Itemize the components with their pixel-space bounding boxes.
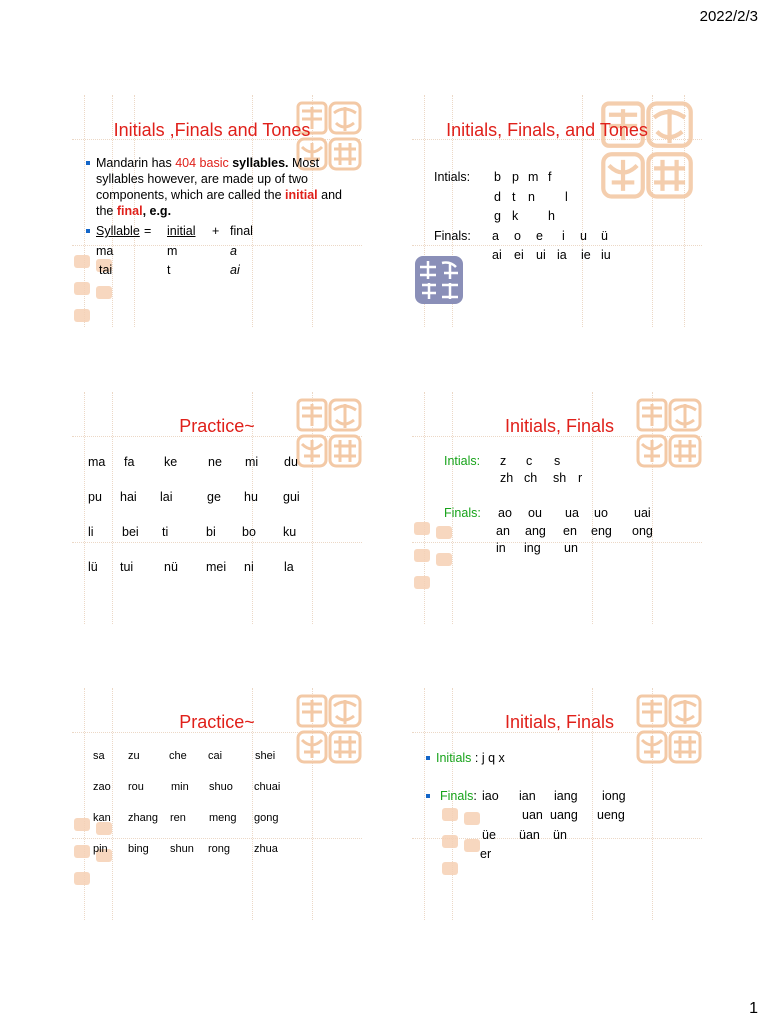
initial-cell: zh [500,471,514,485]
practice-syllable: la [284,560,294,574]
initial-cell: k [512,209,519,223]
bullet-icon [86,229,90,233]
final-cell: ou [528,506,542,520]
practice-syllable: lai [160,490,173,504]
slide-title: Initials, Finals [504,416,615,436]
practice-syllable: sa [93,750,105,762]
seal-watermark-icon [572,95,722,205]
initials-label: Intials: [444,454,481,468]
practice-syllable: ku [283,525,297,539]
practice-syllable: mei [206,560,227,574]
slide-practice-1 [72,392,372,632]
initial-header: initial [167,224,196,238]
intro-paragraph: Mandarin has 404 basic syllables. Most syllables however, are made up of two components, which are called the initial and the final, e.g. [96,156,342,218]
example-syllable: tai [99,263,113,277]
practice-syllable: tui [120,560,134,574]
final-cell: ai [492,248,502,262]
practice-syllable: gong [254,812,279,824]
practice-syllable: ren [170,812,186,824]
final-cell: ei [514,248,524,262]
practice-syllable: pu [88,490,102,504]
initial-cell: r [578,471,583,485]
final-cell: u [580,229,587,243]
final-cell: eng [591,524,612,538]
final-cell: an [496,524,510,538]
final-cell: ün [553,828,567,842]
practice-syllable: mi [245,455,259,469]
practice-syllable: ge [207,490,221,504]
practice-syllable: gui [283,490,300,504]
final-cell: o [514,229,521,243]
practice-syllable: lü [88,560,98,574]
final-cell: üan [519,828,540,842]
final-cell: e [536,229,543,243]
final-header: final [230,224,253,238]
final-cell: iong [602,789,626,803]
slide-initials-finals-tones [72,95,372,335]
example-initial: t [167,263,171,277]
final-cell: in [496,541,506,555]
practice-syllable: min [171,781,189,793]
final-cell: uo [594,506,608,520]
practice-syllable: ma [88,455,106,469]
final-cell: iu [601,248,611,262]
plus-sign: + [212,224,220,238]
practice-syllable: cai [208,750,223,762]
initial-cell: f [548,170,552,184]
practice-syllable: kan [93,812,111,824]
initial-cell: h [548,209,555,223]
initial-cell: l [565,190,568,204]
final-cell: un [564,541,578,555]
practice-syllable: hu [244,490,258,504]
finals-label: Finals [440,789,474,803]
final-cell: ua [565,506,579,520]
practice-syllable: pin [93,843,108,855]
finals-label: Finals: [434,229,471,243]
final-cell: üe [482,828,496,842]
bullet-icon [86,161,90,165]
practice-syllable: chuai [254,781,281,793]
side-seal-icons [414,522,440,595]
bullet-icon [426,756,430,760]
page-number: 1 [749,1000,758,1017]
slide-title: Initials, Finals [504,712,615,732]
practice-syllable: rong [208,843,231,855]
blue-seal-icon [414,255,464,305]
example-syllable: ma [96,244,114,258]
final-cell: ian [519,789,536,803]
slide-initials-finals-3 [412,688,712,928]
finals-label: Finals: [444,506,481,520]
initials-values: : j q x [471,751,505,765]
final-cell: uai [634,506,651,520]
finals-colon: : [473,789,477,803]
slide-practice-2 [72,688,372,928]
initial-cell: t [512,190,516,204]
slide-title: Practice~ [179,416,255,436]
practice-syllable: li [88,525,94,539]
print-date: 2022/2/3 [699,8,758,25]
practice-syllable: fa [124,455,135,469]
example-final: a [230,244,237,258]
final-cell: ang [525,524,546,538]
practice-syllable: zao [93,781,111,793]
practice-syllable: bei [122,525,139,539]
initial-cell: sh [553,471,567,485]
practice-syllable: shuo [209,781,233,793]
practice-syllable: nü [164,560,178,574]
final-cell: i [562,229,565,243]
syllable-header: Syllable [96,224,140,238]
initial-cell: n [528,190,535,204]
side-seal-icons [74,255,100,328]
initial-cell: c [526,454,533,468]
practice-syllable: ne [208,455,222,469]
final-cell: uan [522,808,543,822]
practice-syllable: meng [209,812,237,824]
initial-cell: d [494,190,501,204]
final-cell: ü [601,229,608,243]
practice-syllable: zhua [254,843,278,855]
final-cell: a [492,229,499,243]
practice-syllable: shei [255,750,276,762]
final-cell: iang [554,789,578,803]
bullet-icon [426,794,430,798]
initial-cell: s [554,454,561,468]
slide-initials-finals-tones-table [412,95,712,335]
side-seal-icons [442,808,468,881]
practice-syllable: bo [242,525,256,539]
initial-cell: z [500,454,507,468]
practice-syllable: ke [164,455,178,469]
initial-cell: ch [524,471,538,485]
practice-syllable: che [169,750,187,762]
initial-cell: g [494,209,501,223]
final-cell: ie [581,248,591,262]
slide-initials-finals-2 [412,392,712,632]
final-cell: iao [482,789,499,803]
practice-syllable: ni [244,560,254,574]
example-final: ai [230,263,240,277]
initial-cell: m [528,170,539,184]
final-cell: ueng [597,808,625,822]
practice-syllable: zhang [128,812,158,824]
example-initial: m [167,244,178,258]
final-cell: ui [536,248,546,262]
practice-syllable: shun [170,843,194,855]
initials-label: Intials: [434,170,471,184]
initials-label: Initials [436,751,472,765]
initial-cell: p [512,170,519,184]
final-cell: uang [550,808,578,822]
slide-title: Practice~ [179,712,255,732]
practice-syllable: bi [206,525,216,539]
final-cell: ing [524,541,541,555]
practice-syllable: rou [128,781,144,793]
practice-syllable: bing [128,843,149,855]
practice-syllable: ti [162,525,169,539]
practice-syllable: hai [120,490,137,504]
final-cell: en [563,524,577,538]
final-cell: er [480,847,492,861]
practice-syllable: zu [128,750,140,762]
equals-sign: = [144,224,152,238]
slide-title: Initials, Finals, and Tones [446,120,648,140]
initial-cell: b [494,170,501,184]
final-cell: ao [498,506,512,520]
slide-title: Initials ,Finals and Tones [113,120,311,140]
finals-line [440,789,477,803]
initials-line [436,751,505,765]
practice-syllable: du [284,455,298,469]
final-cell: ia [557,248,567,262]
final-cell: ong [632,524,653,538]
